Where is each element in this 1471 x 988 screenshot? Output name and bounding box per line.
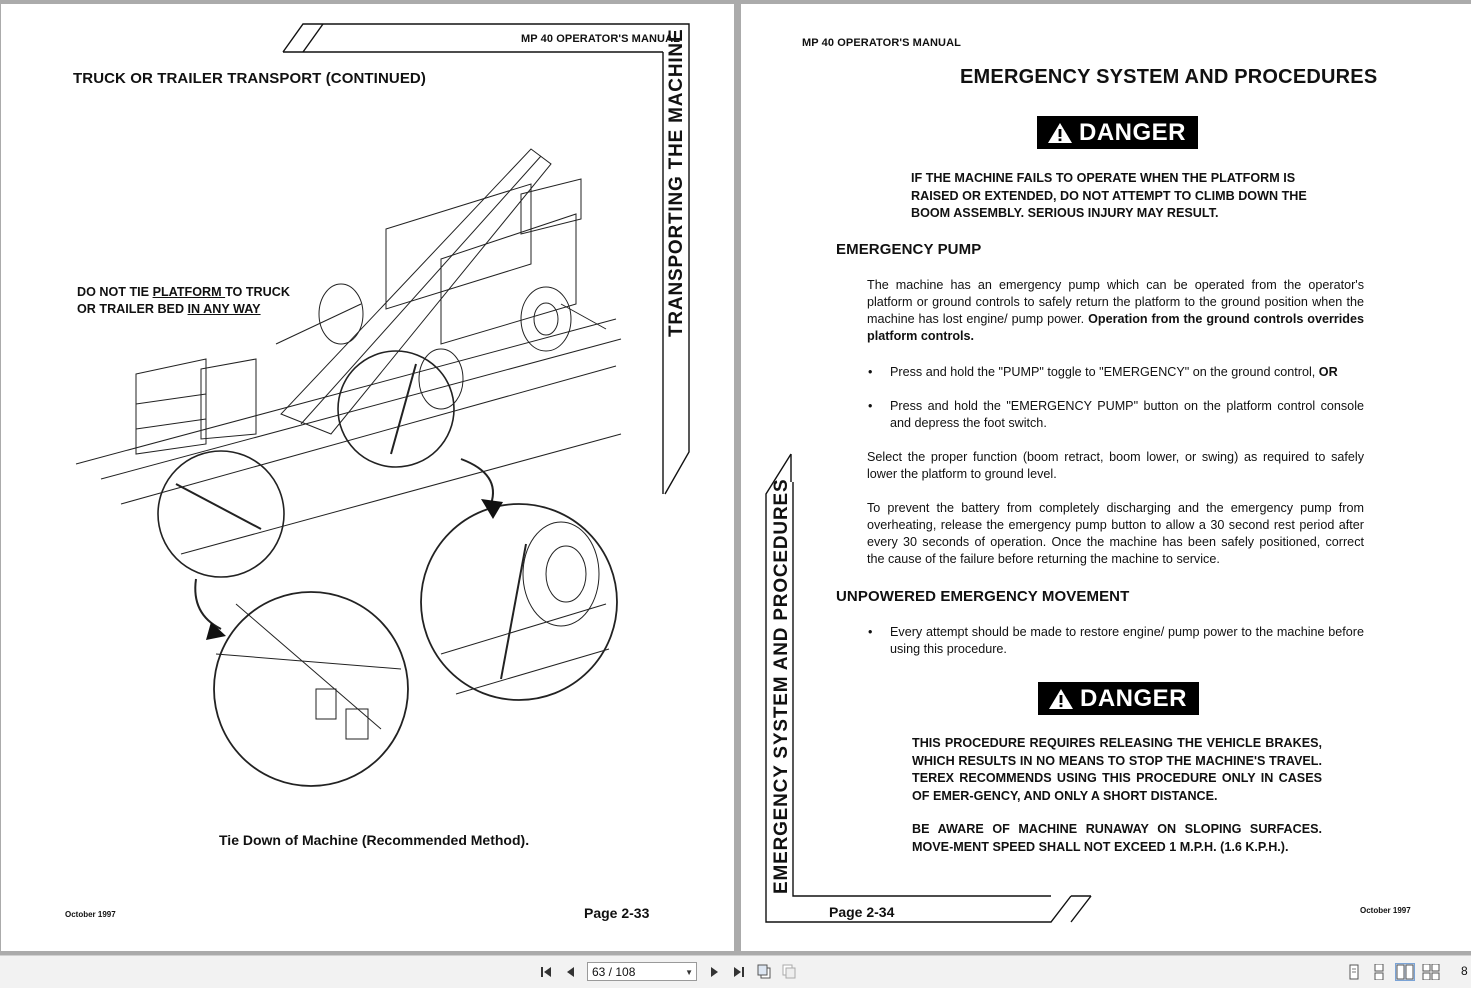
danger-label-1 bbox=[1037, 116, 1198, 149]
danger-label-text: DANGER bbox=[1080, 685, 1188, 712]
left-section-title: TRUCK OR TRAILER TRANSPORT (CONTINUED) bbox=[73, 70, 426, 87]
next-page-icon[interactable] bbox=[705, 964, 723, 980]
illustration-caption: Tie Down of Machine (Recommended Method). bbox=[219, 832, 530, 848]
left-document-page bbox=[1, 4, 734, 951]
warning-text: OR TRAILER BED bbox=[77, 302, 188, 316]
tie-down-illustration bbox=[61, 134, 631, 794]
danger-1-text: IF THE MACHINE FAILS TO OPERATE WHEN THE PLATFORM IS RAISED OR EXTENDED, DO NOT ATTEMPT TO CLIMB DOWN THE BOOM ASSEMBLY. SERIOUS INJURY MAY RESULT. bbox=[911, 171, 1307, 220]
continuous-facing-icon[interactable] bbox=[1422, 964, 1440, 980]
danger-2-text-b: BE AWARE OF MACHINE RUNAWAY ON SLOPING SURFACES. MOVE-MENT SPEED SHALL NOT EXCEED 1 M.P.H. (1.6 K.P.H.). bbox=[912, 822, 1322, 854]
warning-underlined-any-way: IN ANY WAY bbox=[187, 302, 261, 316]
warning-triangle-icon bbox=[1047, 122, 1073, 144]
danger-label-2 bbox=[1038, 682, 1199, 715]
warning-underlined-platform: PLATFORM bbox=[152, 285, 226, 299]
bullet-pump-toggle bbox=[890, 364, 1364, 381]
back-view-icon[interactable] bbox=[756, 964, 774, 980]
right-side-tab: EMERGENCY SYSTEM AND PROCEDURES bbox=[771, 478, 792, 894]
viewer-toolbar bbox=[0, 955, 1471, 988]
right-footer-date: October 1997 bbox=[1360, 906, 1411, 915]
emergency-pump-paragraph bbox=[867, 277, 1364, 345]
right-document-page bbox=[741, 4, 1471, 951]
left-side-tab: TRANSPORTING THE MACHINE bbox=[666, 28, 687, 337]
single-page-icon[interactable] bbox=[1345, 964, 1363, 980]
right-header-title: MP 40 OPERATOR'S MANUAL bbox=[802, 37, 961, 49]
bullet-or: OR bbox=[1318, 365, 1338, 379]
warning-text: TO TRUCK bbox=[225, 285, 290, 299]
danger-2-text-a: THIS PROCEDURE REQUIRES RELEASING THE VEHICLE BRAKES, WHICH RESULTS IN NO MEANS TO STOP THE MACHINE'S TRAVEL. TEREX RECOMMENDS USING THIS PROCEDURE ONLY IN CASES OF EMER-GENCY, AND ONLY A SHORT DISTANCE. bbox=[912, 736, 1322, 803]
battery-paragraph: To prevent the battery from completely discharging and the emergency pump from overheating, release the emergency pump button to allow a 30 second rest period after every 30 seconds of operation. Once the machine has been safely positioned, correct the cause of the failure before returning the machine to service. bbox=[867, 501, 1364, 566]
left-footer-page-number: Page 2-33 bbox=[584, 905, 650, 921]
bullet-text: Press and hold the "PUMP" toggle to "EMERGENCY" on the ground control, bbox=[890, 365, 1319, 379]
first-page-icon[interactable] bbox=[538, 964, 556, 980]
page-indicator-text: 63 / 108 bbox=[592, 965, 636, 979]
danger-label-text: DANGER bbox=[1079, 119, 1187, 146]
emergency-pump-heading: EMERGENCY PUMP bbox=[836, 241, 982, 258]
continuous-icon[interactable] bbox=[1370, 964, 1388, 980]
warning-text: DO NOT TIE bbox=[77, 285, 153, 299]
left-header-title: MP 40 OPERATOR'S MANUAL bbox=[521, 33, 680, 45]
left-footer-date: October 1997 bbox=[65, 910, 116, 919]
chevron-down-icon[interactable]: ▼ bbox=[685, 968, 693, 977]
forward-view-icon[interactable] bbox=[781, 964, 799, 980]
page-number-input[interactable] bbox=[587, 962, 697, 981]
warning-triangle-icon bbox=[1048, 688, 1074, 710]
bullet-emergency-button: • Press and hold the "EMERGENCY PUMP" button on the platform control console and depress the foot switch. bbox=[890, 398, 1364, 432]
prev-page-icon[interactable] bbox=[562, 964, 580, 980]
last-page-icon[interactable] bbox=[729, 964, 747, 980]
zoom-level[interactable]: 8 bbox=[1461, 964, 1468, 978]
bullet-restore-power: • Every attempt should be made to restore engine/ pump power to the machine before using this procedure. bbox=[890, 624, 1364, 658]
pump-paragraph-bold: Operation from the ground controls overrides platform controls. bbox=[867, 312, 1364, 343]
select-function-paragraph: Select the proper function (boom retract, boom lower, or swing) as required to safely lower the platform to ground level. bbox=[867, 450, 1364, 481]
right-footer-page-number: Page 2-34 bbox=[829, 904, 895, 920]
right-page-title: EMERGENCY SYSTEM AND PROCEDURES bbox=[960, 66, 1378, 88]
facing-icon[interactable] bbox=[1396, 964, 1414, 980]
pump-paragraph-text: The machine has an emergency pump which can be operated from the operator's platform or ground controls to safely return the platform to the ground position when the machine has lost engine/ pump power. bbox=[867, 278, 1364, 326]
unpowered-movement-heading: UNPOWERED EMERGENCY MOVEMENT bbox=[836, 588, 1130, 605]
